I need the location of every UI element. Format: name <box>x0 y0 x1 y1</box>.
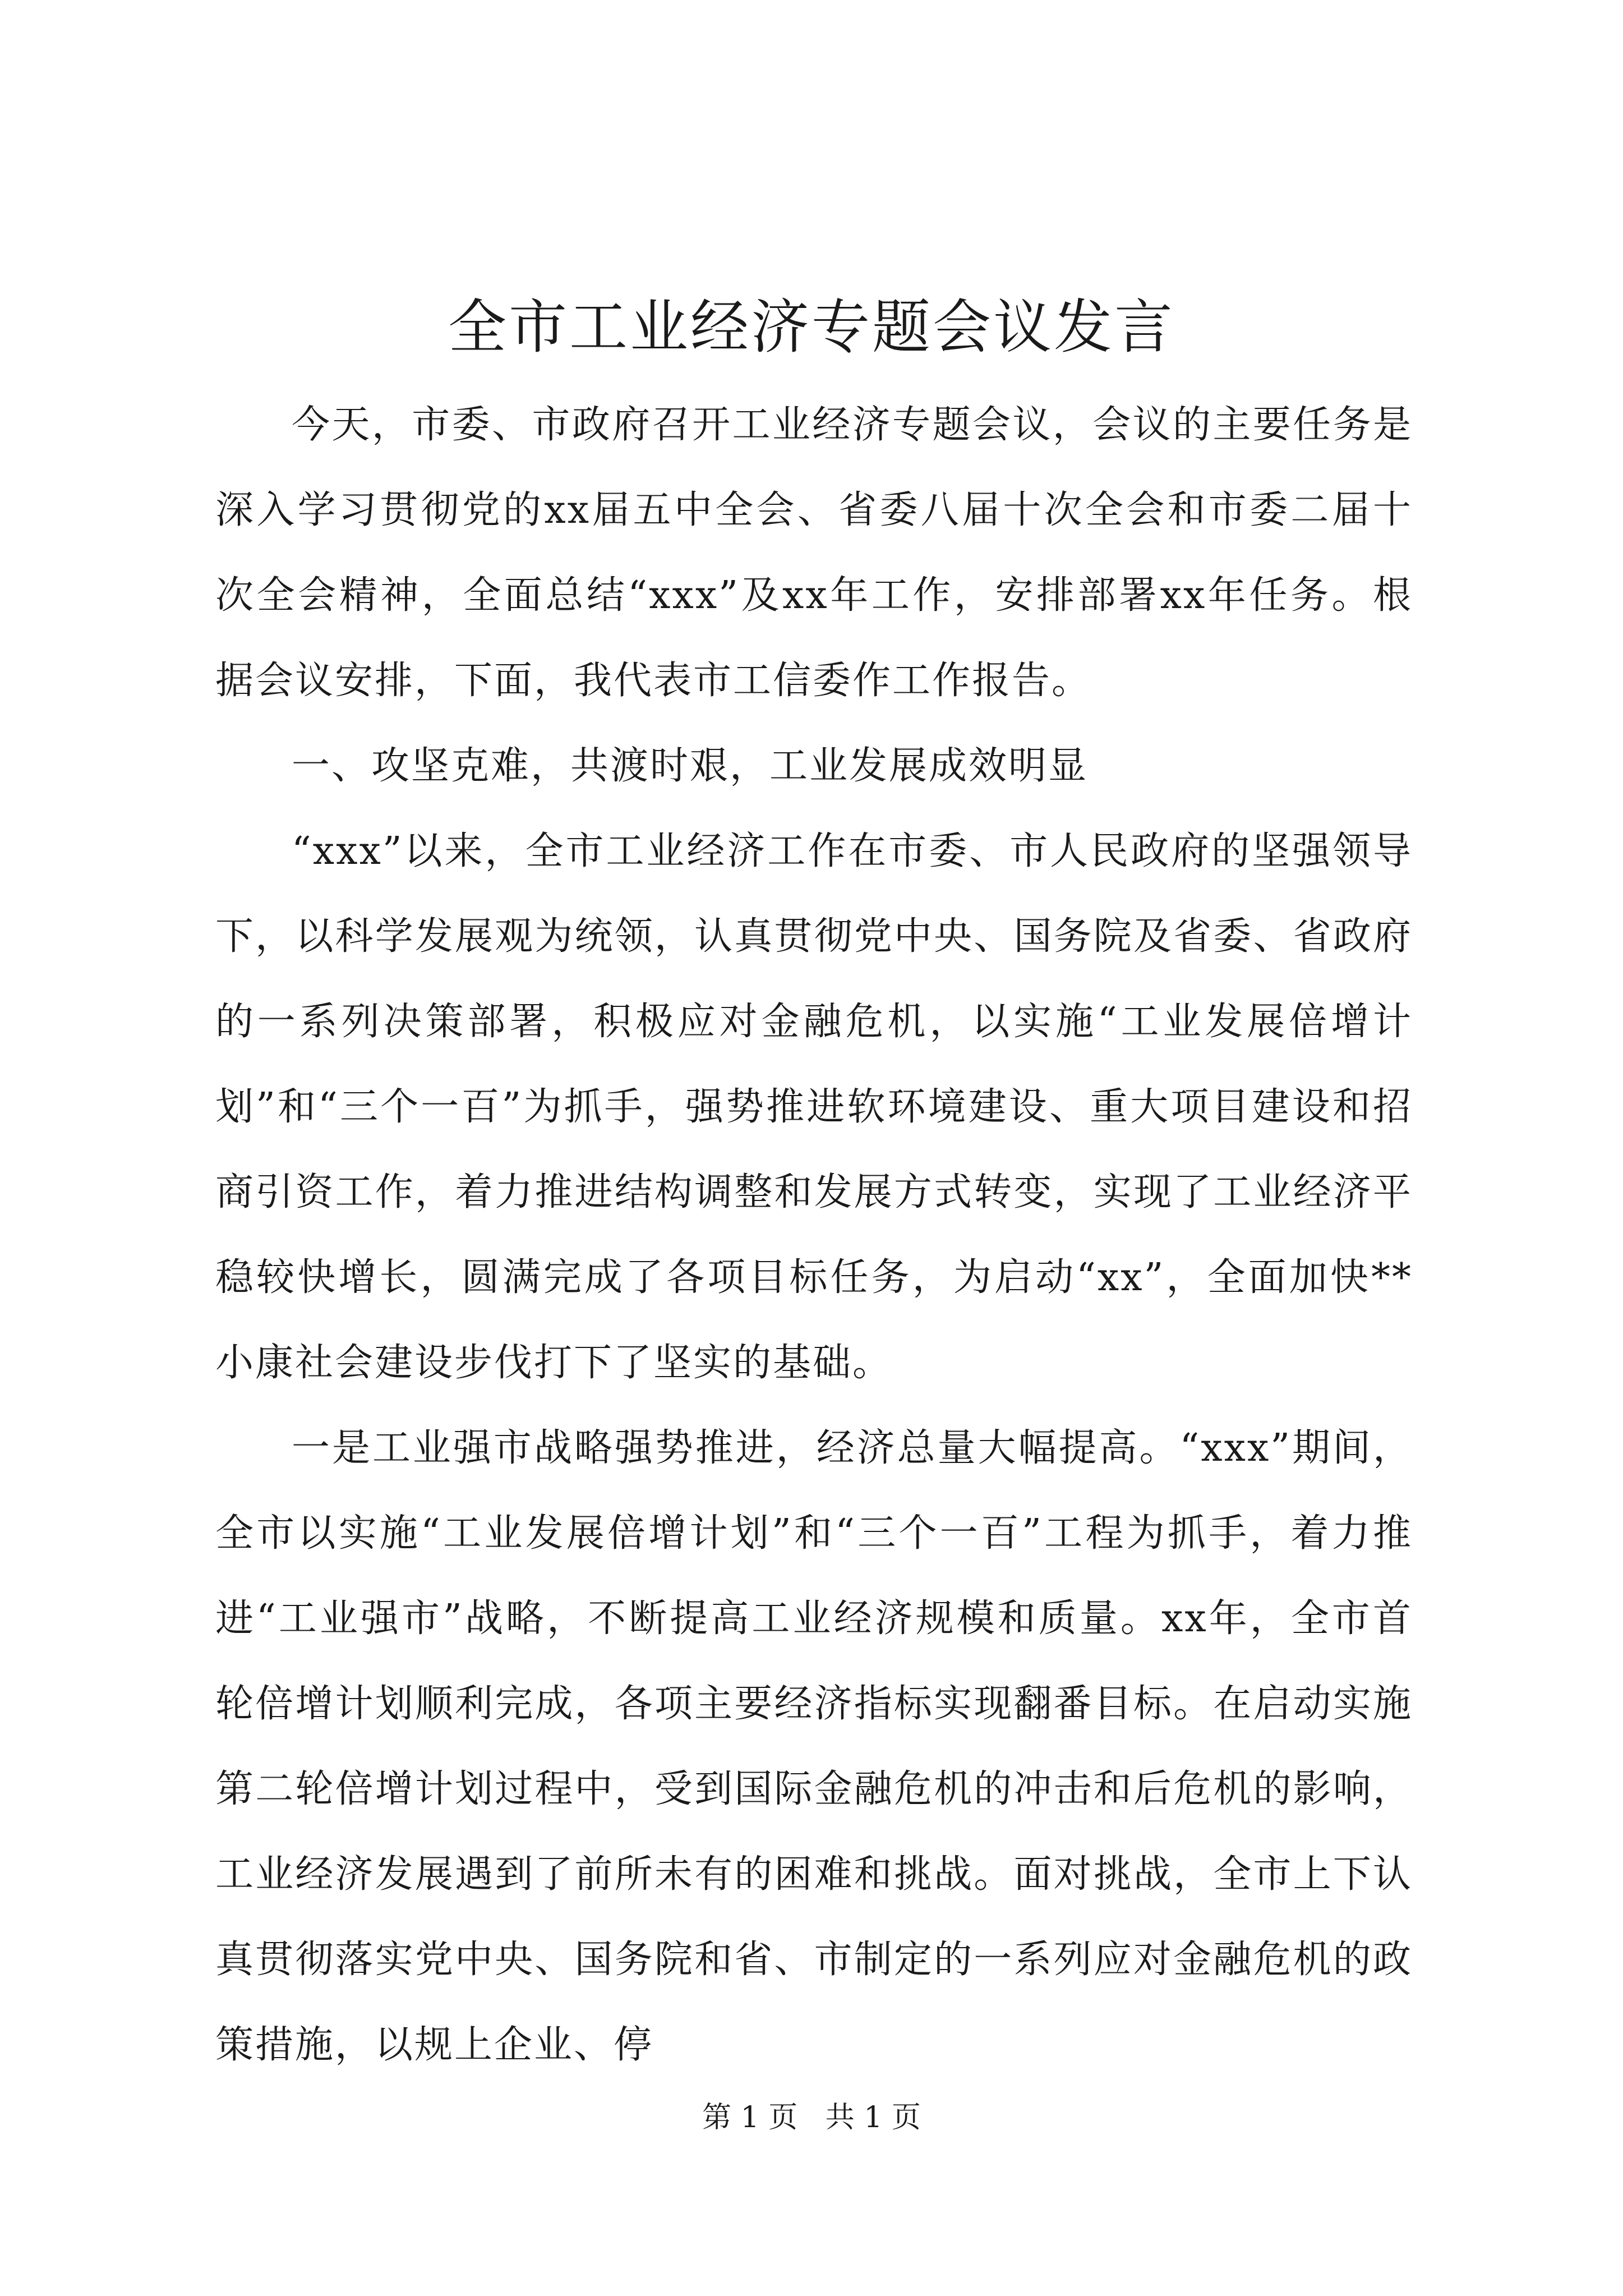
page-number: 第 1 页 共 1 页 <box>702 2101 921 2134</box>
document-title: 全市工业经济专题会议发言 <box>448 293 1175 361</box>
paragraph-point-one: 一是工业强市战略强势推进，经济总量大幅提高。“xxx”期间，全市以实施“工业发展倍增计划”和“三个一百”工程为抓手，着力推进“工业强市”战略，不断提高工业经济规模和质量。xx年，全市首轮倍增计划顺利完成，各项主要经济指标实现翻番目标。在启动实施第二轮倍增计划过程中，受到国际金融危机的冲击和后危机的影响，工业经济发展遇到了前所未有的困难和挑战。面对挑战，全市上下认真贯彻落实党中央、国务院和省、市制定的一系列应对金融危机的政策措施，以规上企业、停 <box>215 1426 1413 2067</box>
page-footer <box>0 2098 1623 2137</box>
paragraph-intro: 今天，市委、市政府召开工业经济专题会议，会议的主要任务是深入学习贯彻党的xx届五中全会、省委八届十次全会和市委二届十次全会精神，全面总结“xxx”及xx年工作，安排部署xx年任务。根据会议安排，下面，我代表市工信委作工作报告。 <box>215 403 1413 703</box>
section-heading: 一、攻坚克难，共渡时艰，工业发展成效明显 <box>292 744 1089 788</box>
document-body <box>215 383 1413 2088</box>
paragraph-overview: “xxx”以来，全市工业经济工作在市委、市人民政府的坚强领导下，以科学发展观为统领，认真贯彻党中央、国务院及省委、省政府的一系列决策部署，积极应对金融危机，以实施“工业发展倍增计划”和“三个一百”为抓手，强势推进软环境建设、重大项目建设和招商引资工作，着力推进结构调整和发展方式转变，实现了工业经济平稳较快增长，圆满完成了各项目标任务，为启动“xx”，全面加快**小康社会建设步伐打下了坚实的基础。 <box>215 829 1413 1385</box>
